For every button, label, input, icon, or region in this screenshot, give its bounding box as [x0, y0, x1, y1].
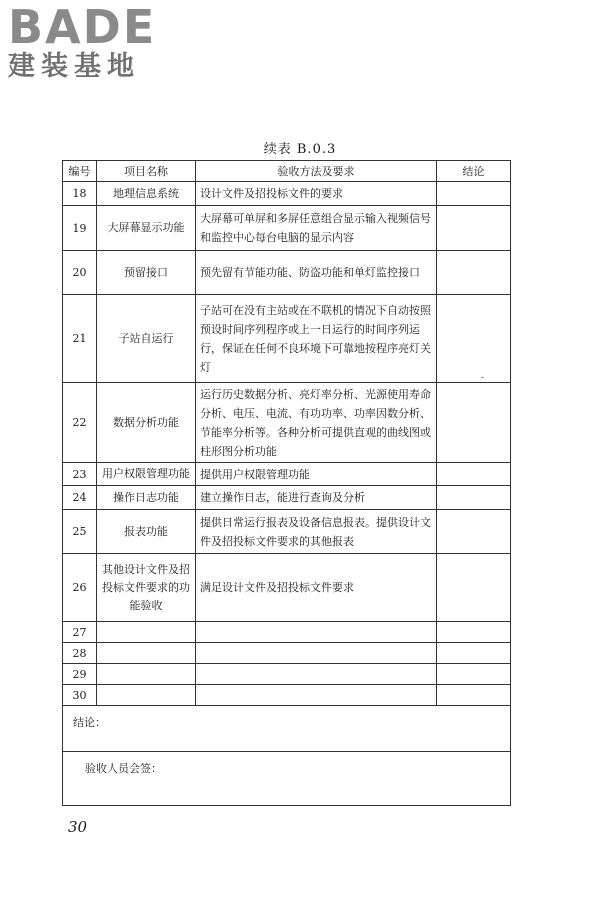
- row-item-name: 用户权限管理功能: [97, 463, 196, 486]
- row-number: 28: [63, 643, 97, 664]
- row-number: 19: [63, 206, 97, 251]
- row-method: 预先留有节能功能、防盗功能和单灯监控接口: [196, 251, 437, 295]
- row-method: 提供用户权限管理功能: [196, 463, 437, 486]
- table-row: [63, 182, 511, 206]
- row-item-name: 其他设计文件及招投标文件要求的功能验收: [97, 554, 196, 622]
- header-item-name: 项目名称: [97, 161, 196, 182]
- table-row: [63, 664, 511, 685]
- row-item-name: 子站自运行: [97, 295, 196, 383]
- row-number: 25: [63, 510, 97, 554]
- row-method: 满足设计文件及招投标文件要求: [196, 554, 437, 622]
- signature-cell: [63, 752, 511, 806]
- row-number: 21: [63, 295, 97, 383]
- row-item-name: 报表功能: [97, 510, 196, 554]
- row-item-name: 预留接口: [97, 251, 196, 295]
- row-method: [196, 622, 437, 643]
- row-method: 设计文件及招投标文件的要求: [196, 182, 437, 206]
- row-item-name: 数据分析功能: [97, 383, 196, 463]
- row-result: [437, 295, 511, 383]
- row-method: 大屏幕可单屏和多屏任意组合显示输入视频信号和监控中心每台电脑的显示内容: [196, 206, 437, 251]
- table-row: [63, 622, 511, 643]
- table-row: [63, 206, 511, 251]
- row-item-name: [97, 664, 196, 685]
- row-result: [437, 510, 511, 554]
- row-result: [437, 685, 511, 706]
- conclusion-row: [63, 706, 511, 752]
- table-row: [63, 554, 511, 622]
- row-result: [437, 554, 511, 622]
- row-method: [196, 664, 437, 685]
- table-row: [63, 643, 511, 664]
- row-item-name: 地理信息系统: [97, 182, 196, 206]
- logo-subtitle: 建装基地: [8, 51, 140, 82]
- row-result: [437, 251, 511, 295]
- row-result: [437, 664, 511, 685]
- row-result: [437, 463, 511, 486]
- signature-row: [63, 752, 511, 806]
- row-method: 运行历史数据分析、亮灯率分析、光源使用寿命分析、电压、电流、有功功率、功率因数分析、节能率分析等。各种分析可提供直观的曲线图或柱形图分析功能: [196, 383, 437, 463]
- table-row: [63, 295, 511, 383]
- row-number: 26: [63, 554, 97, 622]
- page-number: 30: [68, 818, 88, 836]
- acceptance-table: [62, 160, 511, 806]
- row-item-name: [97, 685, 196, 706]
- conclusion-label: 结论：: [73, 716, 106, 729]
- row-number: 22: [63, 383, 97, 463]
- header-method: 验收方法及要求: [196, 161, 437, 182]
- row-item-name: [97, 622, 196, 643]
- table-row: [63, 463, 511, 486]
- row-result: [437, 206, 511, 251]
- row-method: [196, 685, 437, 706]
- row-number: 27: [63, 622, 97, 643]
- row-number: 18: [63, 182, 97, 206]
- table-header-row: [63, 161, 511, 182]
- row-result: [437, 383, 511, 463]
- row-item-name: 大屏幕显示功能: [97, 206, 196, 251]
- table-row: [63, 685, 511, 706]
- row-method: [196, 643, 437, 664]
- row-result: [437, 622, 511, 643]
- table-row: [63, 486, 511, 510]
- table-row: [63, 383, 511, 463]
- row-item-name: 操作日志功能: [97, 486, 196, 510]
- header-result: 结论: [437, 161, 511, 182]
- row-method: 提供日常运行报表及设备信息报表。提供设计文件及招投标文件要求的其他报表: [196, 510, 437, 554]
- row-method: 建立操作日志，能进行查询及分析: [196, 486, 437, 510]
- row-number: 29: [63, 664, 97, 685]
- conclusion-cell: [63, 706, 511, 752]
- row-number: 30: [63, 685, 97, 706]
- table-row: [63, 510, 511, 554]
- table-row: [63, 251, 511, 295]
- row-number: 24: [63, 486, 97, 510]
- row-result: [437, 182, 511, 206]
- row-result: [437, 486, 511, 510]
- table-caption: 续表 B.0.3: [263, 142, 337, 157]
- row-number: 20: [63, 251, 97, 295]
- row-item-name: [97, 643, 196, 664]
- row-result: [437, 643, 511, 664]
- signature-label: 验收人员会签：: [85, 762, 162, 775]
- stray-mark: -: [481, 373, 485, 383]
- logo-wordmark: BADE: [8, 0, 157, 54]
- row-method: 子站可在没有主站或在不联机的情况下自动按照预设时间序列程序或上一日运行的时间序列运行，保证在任何不良环境下可靠地按程序亮灯关灯: [196, 295, 437, 383]
- logo: [8, 2, 178, 82]
- header-number: 编号: [63, 161, 97, 182]
- row-number: 23: [63, 463, 97, 486]
